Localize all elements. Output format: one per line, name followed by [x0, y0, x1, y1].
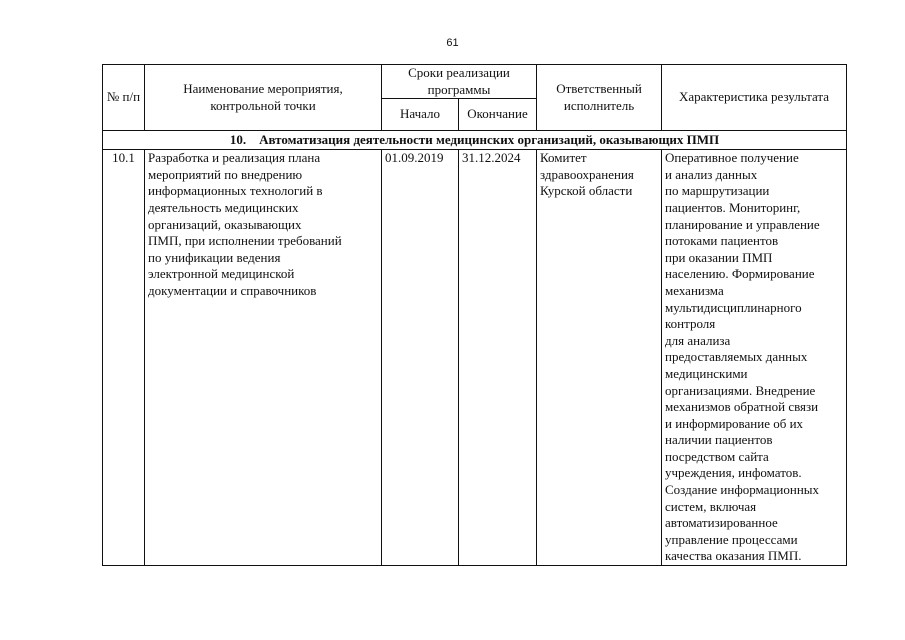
row-result-line: учреждения, инфоматов. — [665, 465, 802, 481]
row-start-date: 01.09.2019 — [382, 150, 459, 566]
header-responsible-line: исполнитель — [563, 97, 635, 113]
row-responsible — [537, 150, 662, 566]
row-responsible-line: Курской области — [540, 183, 633, 199]
row-result-line: механизма — [665, 282, 724, 298]
row-result-line: систем, включая — [665, 498, 757, 514]
header-result: Характеристика результата — [662, 65, 847, 131]
row-result-line: населению. Формирование — [665, 266, 815, 282]
row-result-line: по маршрутизации — [665, 183, 770, 199]
header-responsible — [537, 65, 662, 131]
row-result-line: для анализа — [665, 332, 731, 348]
row-responsible-line: Комитет — [540, 150, 587, 166]
header-num: № п/п — [103, 65, 145, 131]
header-name-line: контрольной точки — [210, 97, 316, 113]
header-period-line: программы — [427, 81, 491, 97]
page-number: 61 — [446, 37, 459, 49]
row-result-line: мультидисциплинарного — [665, 299, 802, 315]
row-name-line: документации и справочников — [148, 282, 317, 298]
row-name — [145, 150, 382, 566]
row-result-line: медицинскими — [665, 365, 748, 381]
row-result-line: предоставляемых данных — [665, 349, 808, 365]
row-result-line: Создание информационных — [665, 482, 820, 498]
row-number: 10.1 — [103, 150, 145, 566]
row-responsible-line: здравоохранения — [540, 166, 634, 182]
header-name-line: Наименование мероприятия, — [183, 81, 343, 96]
header-end: Окончание — [459, 99, 537, 131]
plan-table — [102, 64, 847, 566]
row-name-line: информационных технологий в — [148, 183, 323, 199]
section-row — [103, 131, 847, 150]
header-period-line: Сроки реализации — [408, 65, 510, 80]
row-end-date: 31.12.2024 — [459, 150, 537, 566]
table-header — [103, 65, 847, 131]
section-title: Автоматизация деятельности медицинских организаций, оказывающих ПМП — [259, 131, 720, 147]
row-name-line: мероприятий по внедрению — [148, 166, 303, 182]
row-result-line: автоматизированное — [665, 515, 778, 531]
row-name-line: организаций, оказывающих — [148, 216, 302, 232]
row-name-line: Разработка и реализация плана — [148, 150, 321, 166]
row-result-line: посредством сайта — [665, 448, 769, 464]
header-name — [145, 65, 382, 131]
row-result-line: механизмов обратной связи — [665, 399, 819, 415]
row-name-line: электронной медицинской — [148, 266, 295, 282]
row-result-line: планирование и управление — [665, 216, 820, 232]
row-name-line: ПМП, при исполнении требований — [148, 233, 342, 249]
row-result-line: наличии пациентов — [665, 432, 773, 448]
row-name-line: по унификации ведения — [148, 249, 281, 265]
section-number: 10. — [229, 131, 247, 147]
header-responsible-line: Ответственный — [556, 81, 642, 96]
header-period — [382, 65, 537, 99]
row-result-line: и информирование об их — [665, 415, 804, 431]
row-result-line: пациентов. Мониторинг, — [665, 199, 801, 215]
row-result — [662, 150, 847, 566]
section-heading — [103, 131, 847, 150]
row-result-line: организациями. Внедрение — [665, 382, 816, 398]
row-result-line: контроля — [665, 316, 716, 332]
row-result-line: качества оказания ПМП. — [665, 548, 802, 564]
table-row — [103, 150, 847, 566]
row-result-line: Оперативное получение — [665, 150, 799, 166]
header-start: Начало — [382, 99, 459, 131]
row-result-line: потоками пациентов — [665, 233, 779, 249]
row-result-line: и анализ данных — [665, 166, 758, 182]
row-name-line: деятельность медицинских — [148, 199, 299, 215]
row-result-line: при оказании ПМП — [665, 249, 773, 265]
row-result-line: управление процессами — [665, 531, 798, 547]
